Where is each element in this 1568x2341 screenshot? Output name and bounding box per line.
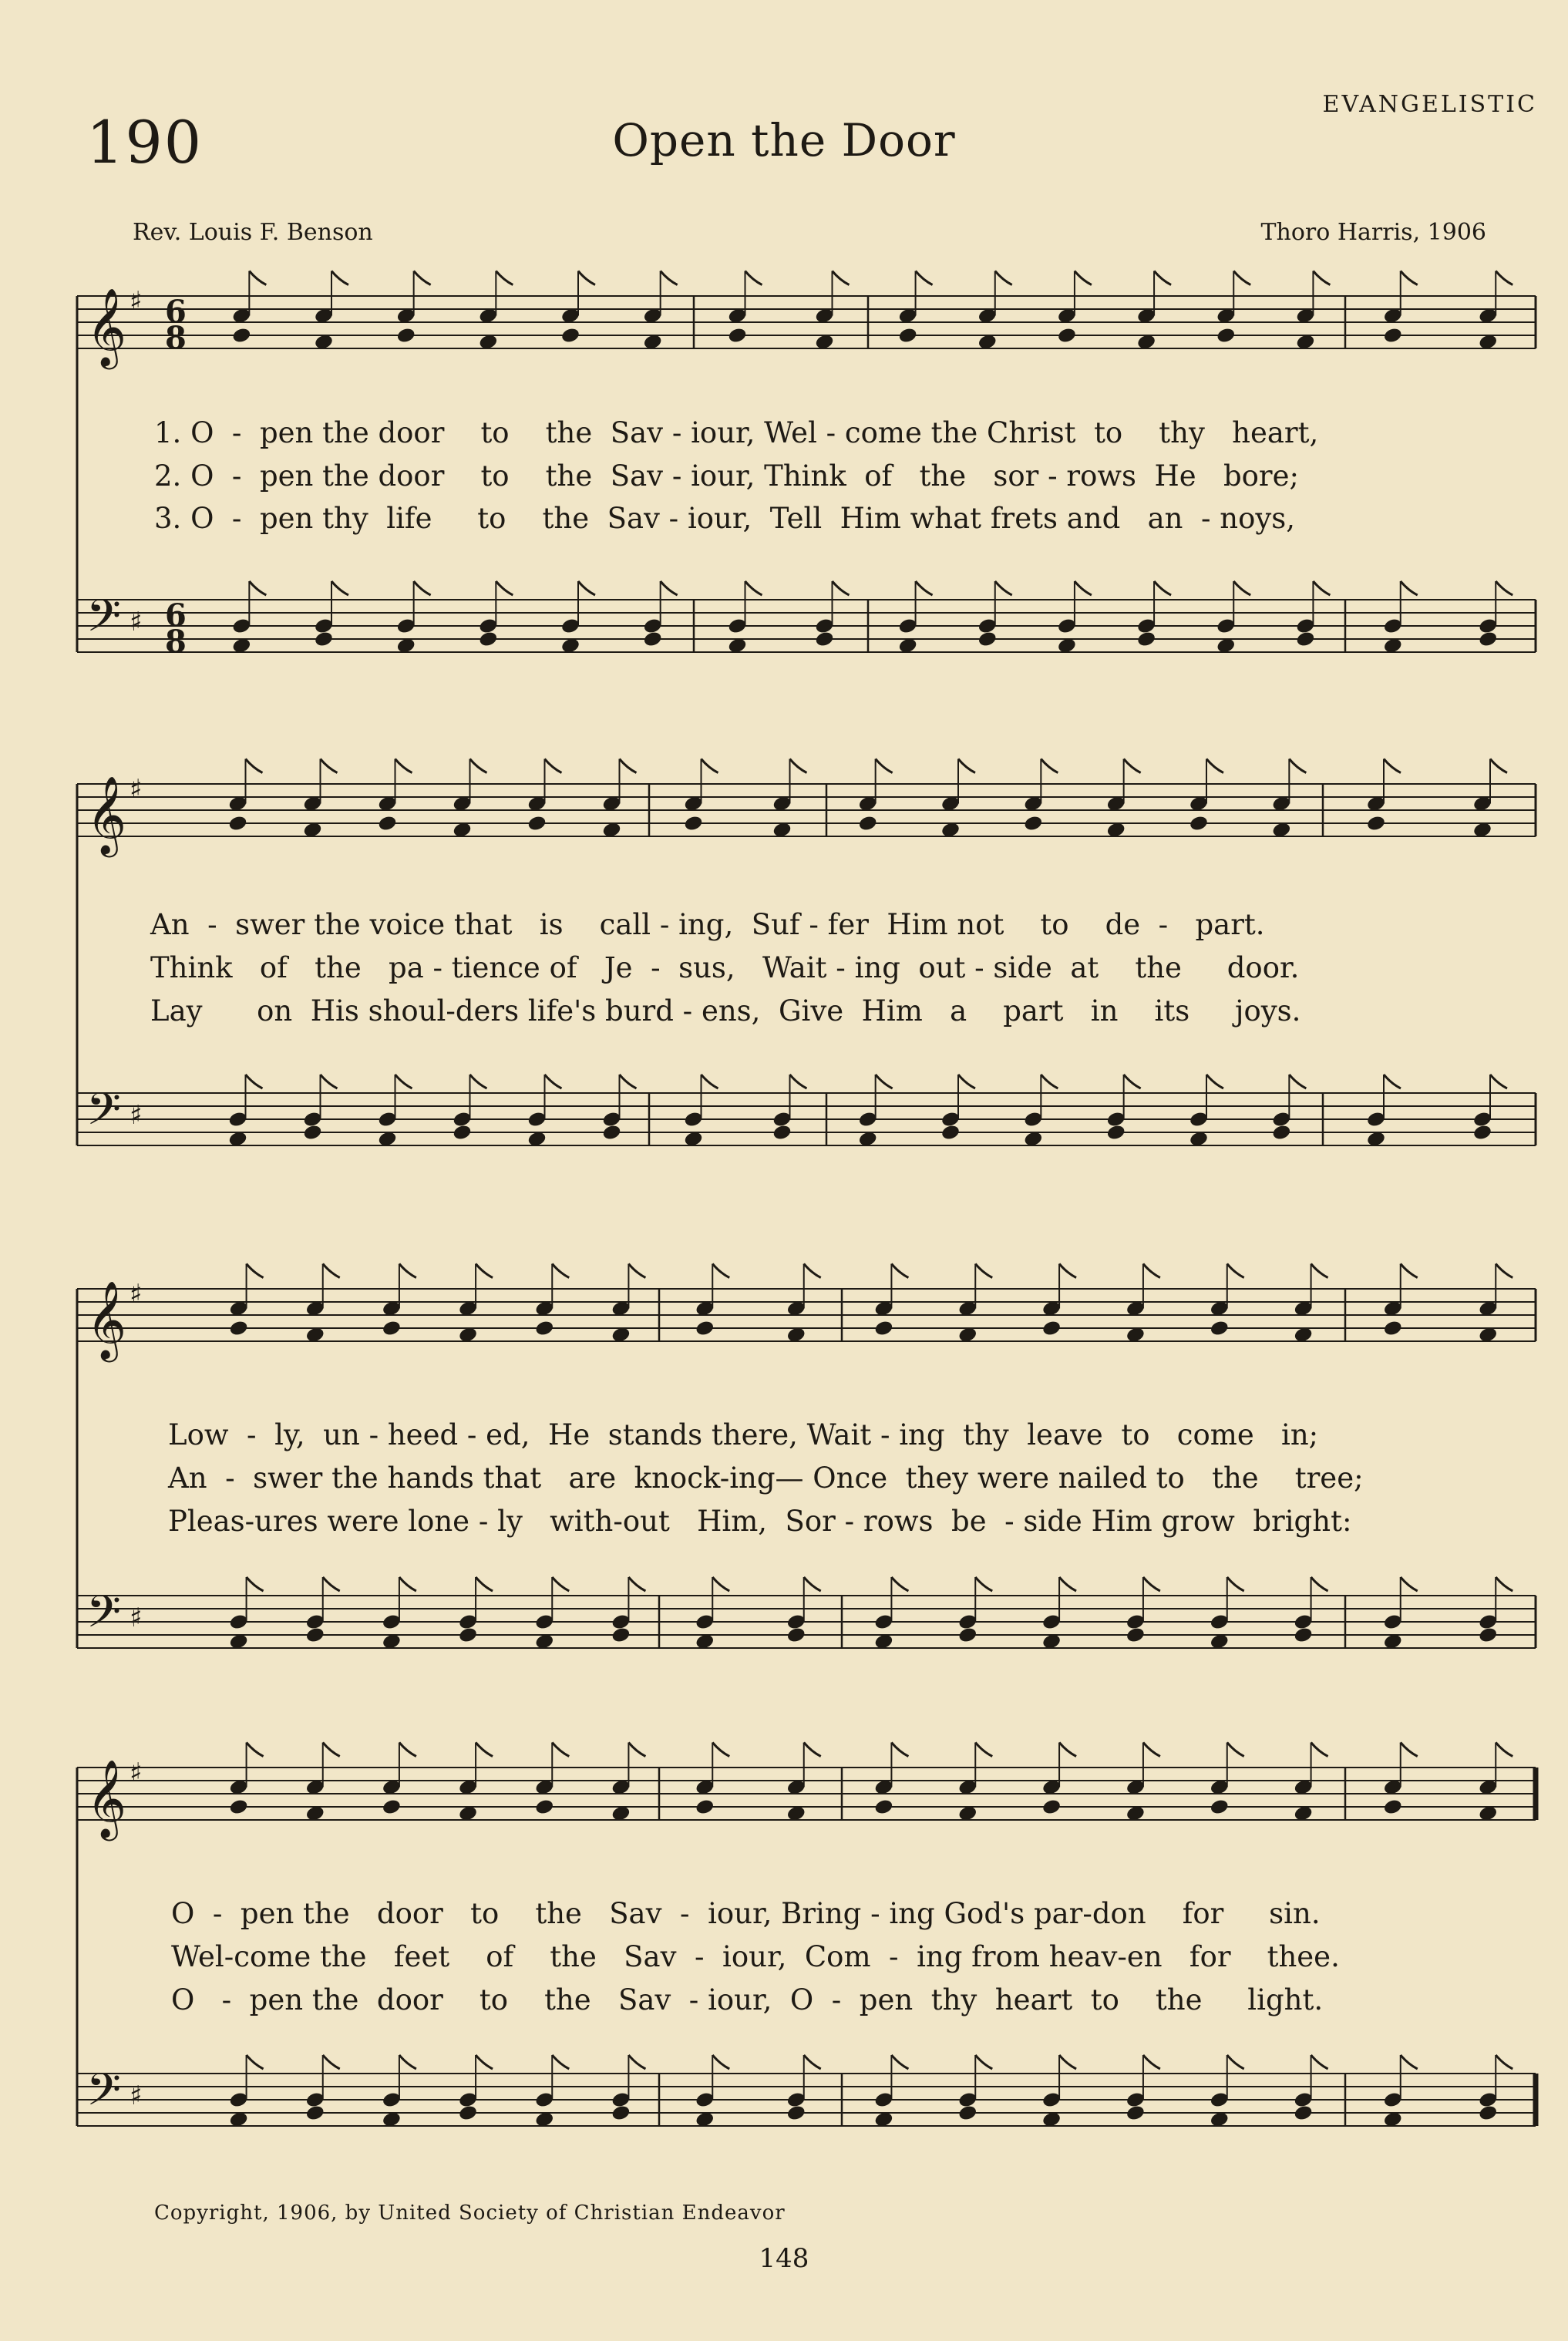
note-flag (1311, 2055, 1328, 2069)
composer-credit: Thoro Harris, 1906 (1260, 219, 1486, 246)
treble-clef-icon: 𝄞 (86, 1280, 127, 1359)
note-flag (702, 759, 718, 773)
note-head (1189, 815, 1209, 832)
note-head (1023, 815, 1043, 832)
note-head (695, 1798, 715, 1816)
note-flag (1154, 271, 1171, 285)
note-flag (545, 759, 562, 773)
note-flag (628, 2055, 645, 2069)
note-flag (1227, 1577, 1244, 1591)
category-label: EVANGELISTIC (1322, 91, 1537, 118)
note-flag (790, 759, 807, 773)
note-flag (1401, 271, 1418, 285)
note-flag (975, 1743, 992, 1757)
note-flag (249, 581, 266, 595)
note-flag (790, 1075, 807, 1088)
sharp-icon: ♯ (130, 286, 143, 317)
note-flag (1041, 759, 1058, 773)
note-flag (545, 1075, 562, 1088)
treble-clef-icon: 𝄞 (86, 1758, 127, 1838)
hymn-title: Open the Door (612, 114, 956, 166)
page-number: 148 (759, 2243, 809, 2274)
note-head (873, 1320, 893, 1337)
note-flag (620, 1075, 637, 1088)
note-flag (247, 1743, 264, 1757)
note-flag (578, 271, 595, 285)
note-flag (958, 1075, 975, 1088)
note-flag (1124, 759, 1141, 773)
note-head (1210, 1798, 1230, 1816)
bass-clef-icon: 𝄢 (86, 1586, 122, 1649)
note-flag (995, 581, 1012, 595)
note-flag (331, 271, 348, 285)
note-flag (1206, 759, 1223, 773)
note-flag (414, 581, 431, 595)
sharp-icon: ♯ (130, 1603, 143, 1633)
note-flag (1227, 1743, 1244, 1757)
note-flag (496, 581, 513, 595)
note-flag (1496, 1743, 1512, 1757)
sharp-icon: ♯ (130, 607, 143, 637)
note-flag (395, 1075, 412, 1088)
time-signature-bottom: 8 (165, 624, 187, 660)
note-flag (323, 1264, 340, 1278)
note-flag (1401, 1577, 1418, 1591)
note-head (1383, 327, 1403, 345)
note-head (1126, 2104, 1146, 2122)
note-head (382, 1320, 402, 1337)
note-flag (1154, 581, 1171, 595)
note-flag (891, 2055, 908, 2069)
note-head (683, 815, 703, 832)
note-head (1478, 631, 1498, 648)
note-flag (1496, 2055, 1512, 2069)
note-head (695, 1320, 715, 1337)
lyric-line: O - pen the door to the Sav - iour, O - pen thy heart to the light. (171, 1983, 1324, 2016)
sharp-icon: ♯ (130, 1757, 143, 1788)
note-flag (891, 1743, 908, 1757)
sharp-icon: ♯ (130, 774, 143, 805)
note-flag (552, 1743, 569, 1757)
note-head (1041, 1320, 1062, 1337)
treble-clef-icon: 𝄞 (86, 775, 127, 854)
note-flag (1059, 1264, 1076, 1278)
note-flag (1401, 1264, 1418, 1278)
note-flag (876, 1075, 893, 1088)
note-flag (1384, 1075, 1401, 1088)
note-flag (552, 1577, 569, 1591)
note-head (814, 631, 834, 648)
note-flag (323, 1743, 340, 1757)
note-head (1383, 1798, 1403, 1816)
lyric-line: Lay on His shoul-ders life's burd - ens, Give Him a part in its joys. (150, 994, 1301, 1028)
lyric-line: Low - ly, un - heed - ed, He stands there, Wait - ing thy leave to come in; (168, 1418, 1319, 1451)
sharp-icon: ♯ (130, 1100, 143, 1131)
note-flag (1490, 759, 1507, 773)
note-flag (1075, 581, 1092, 595)
note-flag (1075, 271, 1092, 285)
note-flag (321, 759, 338, 773)
note-flag (1401, 2055, 1418, 2069)
note-flag (1313, 271, 1330, 285)
note-flag (470, 759, 487, 773)
note-flag (399, 2055, 416, 2069)
note-flag (247, 2055, 264, 2069)
note-flag (1289, 759, 1306, 773)
note-flag (1233, 271, 1250, 285)
note-head (560, 327, 580, 345)
note-flag (958, 759, 975, 773)
note-head (772, 1124, 792, 1142)
note-head (727, 327, 747, 345)
note-flag (1059, 1743, 1076, 1757)
note-flag (620, 759, 637, 773)
hymn-number: 190 (86, 108, 204, 177)
note-flag (321, 1075, 338, 1088)
note-head (305, 1626, 325, 1644)
note-flag (1401, 1743, 1418, 1757)
note-flag (712, 1264, 729, 1278)
note-head (957, 2104, 977, 2122)
note-head (1041, 1798, 1062, 1816)
note-head (227, 815, 247, 832)
note-head (940, 1124, 961, 1142)
note-flag (399, 1577, 416, 1591)
note-head (1136, 631, 1156, 648)
note-flag (249, 271, 266, 285)
note-head (1057, 327, 1077, 345)
note-head (1478, 2104, 1498, 2122)
lyric-line: Pleas-ures were lone - ly with-out Him, Sor - rows be - side Him grow bright: (168, 1505, 1352, 1538)
note-flag (1143, 1264, 1160, 1278)
note-head (1294, 2104, 1314, 2122)
note-head (382, 1798, 402, 1816)
note-flag (1124, 1075, 1141, 1088)
note-flag (833, 581, 850, 595)
note-head (873, 1798, 893, 1816)
note-head (786, 1626, 806, 1644)
note-flag (702, 1075, 718, 1088)
note-flag (916, 581, 933, 595)
note-flag (1311, 1577, 1328, 1591)
note-flag (1496, 581, 1512, 595)
note-head (1271, 1124, 1291, 1142)
note-flag (323, 2055, 340, 2069)
note-flag (1289, 1075, 1306, 1088)
note-head (858, 815, 878, 832)
note-flag (975, 1264, 992, 1278)
note-flag (496, 271, 513, 285)
note-head (229, 1320, 249, 1337)
note-head (1478, 1626, 1498, 1644)
note-flag (628, 1743, 645, 1757)
note-flag (1233, 581, 1250, 595)
note-flag (1041, 1075, 1058, 1088)
note-flag (578, 581, 595, 595)
note-flag (399, 1264, 416, 1278)
note-flag (1496, 1264, 1512, 1278)
note-flag (804, 1264, 821, 1278)
note-flag (1401, 581, 1418, 595)
note-head (1295, 631, 1315, 648)
note-flag (476, 2055, 493, 2069)
note-head (458, 1626, 478, 1644)
lyric-line: 1. O - pen the door to the Sav - iour, Wel - come the Christ to thy heart, (154, 416, 1319, 449)
note-flag (1313, 581, 1330, 595)
note-flag (1206, 1075, 1223, 1088)
note-head (229, 1798, 249, 1816)
note-flag (916, 271, 933, 285)
note-flag (745, 581, 762, 595)
note-head (534, 1320, 554, 1337)
note-flag (804, 1577, 821, 1591)
note-flag (975, 1577, 992, 1591)
note-flag (552, 1264, 569, 1278)
note-head (396, 327, 416, 345)
note-flag (399, 1743, 416, 1757)
note-flag (891, 1264, 908, 1278)
lyric-line: Think of the pa - tience of Je - sus, Wait - ing out - side at the door. (150, 951, 1300, 984)
note-head (1106, 1124, 1126, 1142)
note-head (458, 2104, 478, 2122)
copyright-notice: Copyright, 1906, by United Society of Christian Endeavor (154, 2201, 786, 2225)
note-flag (414, 271, 431, 285)
note-flag (661, 271, 678, 285)
note-flag (1496, 271, 1512, 285)
note-head (231, 327, 251, 345)
note-head (478, 631, 498, 648)
note-head (1210, 1320, 1230, 1337)
note-flag (1490, 1075, 1507, 1088)
lyric-line: An - swer the voice that is call - ing, Suf - fer Him not to de - part. (150, 908, 1265, 941)
note-head (305, 2104, 325, 2122)
note-head (643, 631, 663, 648)
sharp-icon: ♯ (130, 1279, 143, 1310)
note-head (611, 2104, 631, 2122)
note-head (1383, 1320, 1403, 1337)
note-flag (1059, 2055, 1076, 2069)
note-flag (1496, 1577, 1512, 1591)
bass-clef-icon: 𝄢 (86, 590, 122, 653)
note-head (377, 815, 397, 832)
note-flag (323, 1577, 340, 1591)
bass-clef-icon: 𝄢 (86, 1083, 122, 1146)
note-head (786, 2104, 806, 2122)
note-flag (247, 1264, 264, 1278)
note-flag (246, 1075, 263, 1088)
note-flag (628, 1264, 645, 1278)
note-flag (476, 1577, 493, 1591)
note-flag (661, 581, 678, 595)
note-flag (470, 1075, 487, 1088)
lyric-line: O - pen the door to the Sav - iour, Bring - ing God's par-don for sin. (171, 1897, 1321, 1930)
note-flag (1143, 1743, 1160, 1757)
note-flag (1143, 1577, 1160, 1591)
bass-clef-icon: 𝄢 (86, 2064, 122, 2127)
note-flag (1384, 759, 1401, 773)
sharp-icon: ♯ (130, 2080, 143, 2111)
note-flag (833, 271, 850, 285)
note-flag (712, 1577, 729, 1591)
note-flag (712, 1743, 729, 1757)
note-head (314, 631, 334, 648)
note-head (1216, 327, 1236, 345)
note-flag (1143, 2055, 1160, 2069)
note-flag (1227, 2055, 1244, 2069)
note-flag (1227, 1264, 1244, 1278)
note-head (611, 1626, 631, 1644)
note-flag (1059, 1577, 1076, 1591)
lyric-line: 3. O - pen thy life to the Sav - iour, Tell Him what frets and an - noys, (154, 502, 1295, 535)
note-flag (975, 2055, 992, 2069)
note-flag (891, 1577, 908, 1591)
note-flag (395, 759, 412, 773)
note-flag (804, 1743, 821, 1757)
note-flag (331, 581, 348, 595)
note-head (302, 1124, 322, 1142)
note-head (1472, 1124, 1492, 1142)
note-flag (1311, 1264, 1328, 1278)
note-head (977, 631, 998, 648)
lyric-line: 2. O - pen the door to the Sav - iour, Think of the sor - rows He bore; (154, 459, 1299, 493)
note-head (601, 1124, 621, 1142)
note-flag (995, 271, 1012, 285)
note-flag (712, 2055, 729, 2069)
note-flag (628, 1577, 645, 1591)
note-flag (1311, 1743, 1328, 1757)
note-flag (745, 271, 762, 285)
time-signature-top: 6 (165, 597, 187, 634)
note-head (527, 815, 547, 832)
note-head (1294, 1626, 1314, 1644)
note-head (957, 1626, 977, 1644)
author-credit: Rev. Louis F. Benson (133, 219, 373, 246)
time-signature-bottom: 8 (165, 320, 187, 356)
treble-clef-icon: 𝄞 (86, 287, 127, 366)
note-flag (247, 1577, 264, 1591)
lyric-line: An - swer the hands that are knock-ing— Once they were nailed to the tree; (168, 1461, 1364, 1495)
note-head (898, 327, 918, 345)
note-head (1366, 815, 1386, 832)
note-flag (552, 2055, 569, 2069)
time-signature-top: 6 (165, 294, 187, 330)
note-head (534, 1798, 554, 1816)
note-flag (876, 759, 893, 773)
note-flag (476, 1743, 493, 1757)
note-head (452, 1124, 472, 1142)
lyric-line: Wel-come the feet of the Sav - iour, Com - ing from heav-en for thee. (171, 1940, 1340, 1973)
note-flag (246, 759, 263, 773)
note-head (1126, 1626, 1146, 1644)
note-flag (804, 2055, 821, 2069)
note-flag (476, 1264, 493, 1278)
